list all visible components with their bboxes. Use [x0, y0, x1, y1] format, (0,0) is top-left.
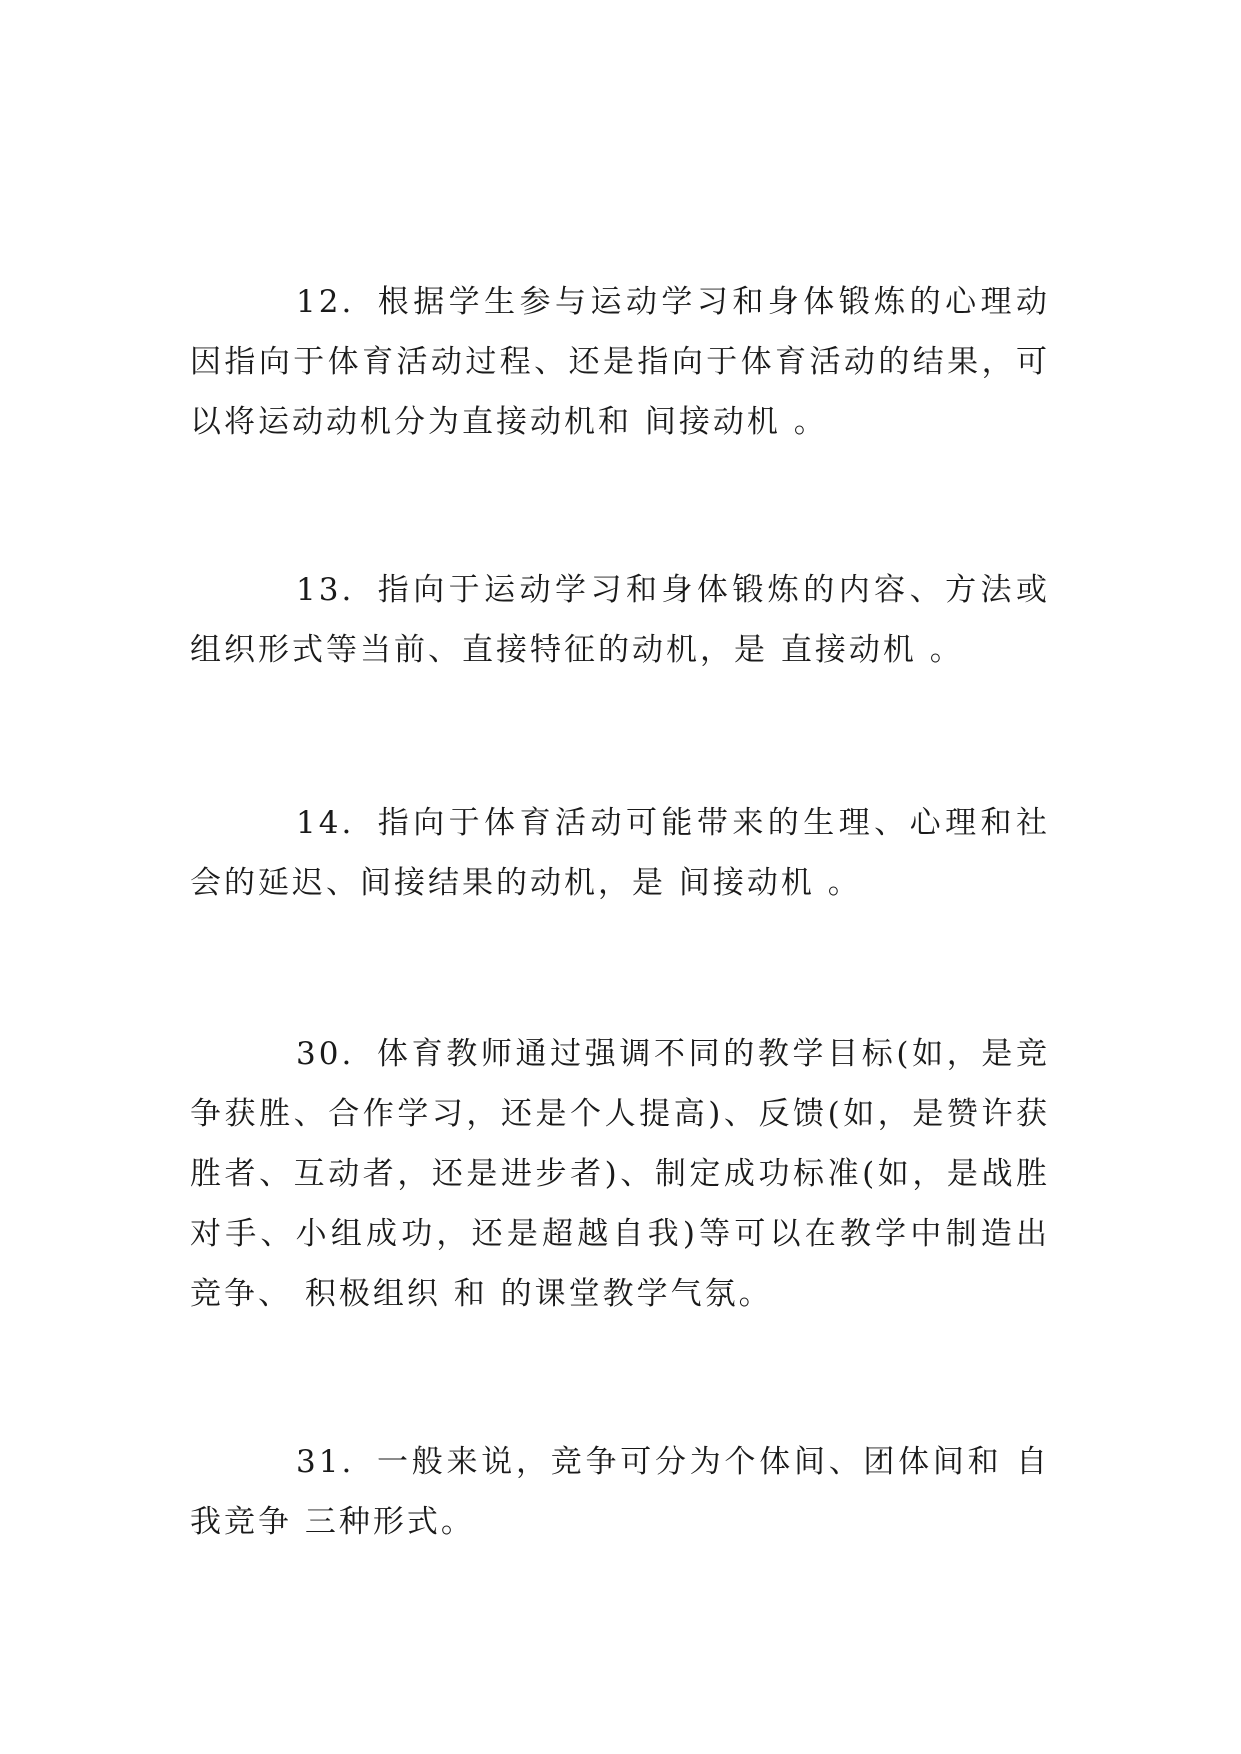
question-number: 31. — [296, 1444, 355, 1480]
question-13 — [190, 560, 1050, 680]
question-number: 14. — [296, 805, 355, 841]
question-text: 体育教师通过强调不同的教学目标(如，是竞争获胜、合作学习，还是个人提高)、反馈(如，是赞许获胜者、互动者，还是进步者)、制定成功标准(如，是战胜对手、小组成功，还是超越自我)等可以在教学中制造出竞争、 — [190, 1036, 1050, 1312]
question-text-end: 三种形式。 — [304, 1504, 475, 1540]
question-number: 13. — [296, 572, 355, 608]
question-text-end: 和 的课堂教学气氛。 — [453, 1276, 773, 1312]
answer-blank: 间接动机 — [632, 404, 794, 440]
question-text: 指向于运动学习和身体锻炼的内容、方法或组织形式等当前、直接特征的动机，是 — [190, 572, 1050, 668]
answer-blank: 直接动机 — [768, 632, 930, 668]
answer-blank: 自我竞争 — [190, 1444, 1051, 1540]
question-number: 12. — [296, 284, 355, 320]
answer-blank: 积极组织 — [292, 1276, 454, 1312]
question-text-end: 。 — [827, 865, 862, 901]
question-text: 一般来说，竞争可分为个体间、团体间和 — [376, 1444, 1003, 1480]
question-12 — [190, 272, 1050, 452]
question-14 — [190, 793, 1050, 913]
question-text: 指向于体育活动可能带来的生理、心理和社会的延迟、间接结果的动机，是 — [190, 805, 1050, 901]
question-30 — [190, 1024, 1050, 1324]
question-text: 根据学生参与运动学习和身体锻炼的心理动因指向于体育活动过程、还是指向于体育活动的结果，可以将运动动机分为直接动机和 — [190, 284, 1050, 440]
question-number: 30. — [296, 1036, 355, 1072]
question-31 — [190, 1432, 1050, 1552]
answer-blank: 间接动机 — [666, 865, 828, 901]
question-text-end: 。 — [793, 404, 828, 440]
question-text-end: 。 — [929, 632, 964, 668]
